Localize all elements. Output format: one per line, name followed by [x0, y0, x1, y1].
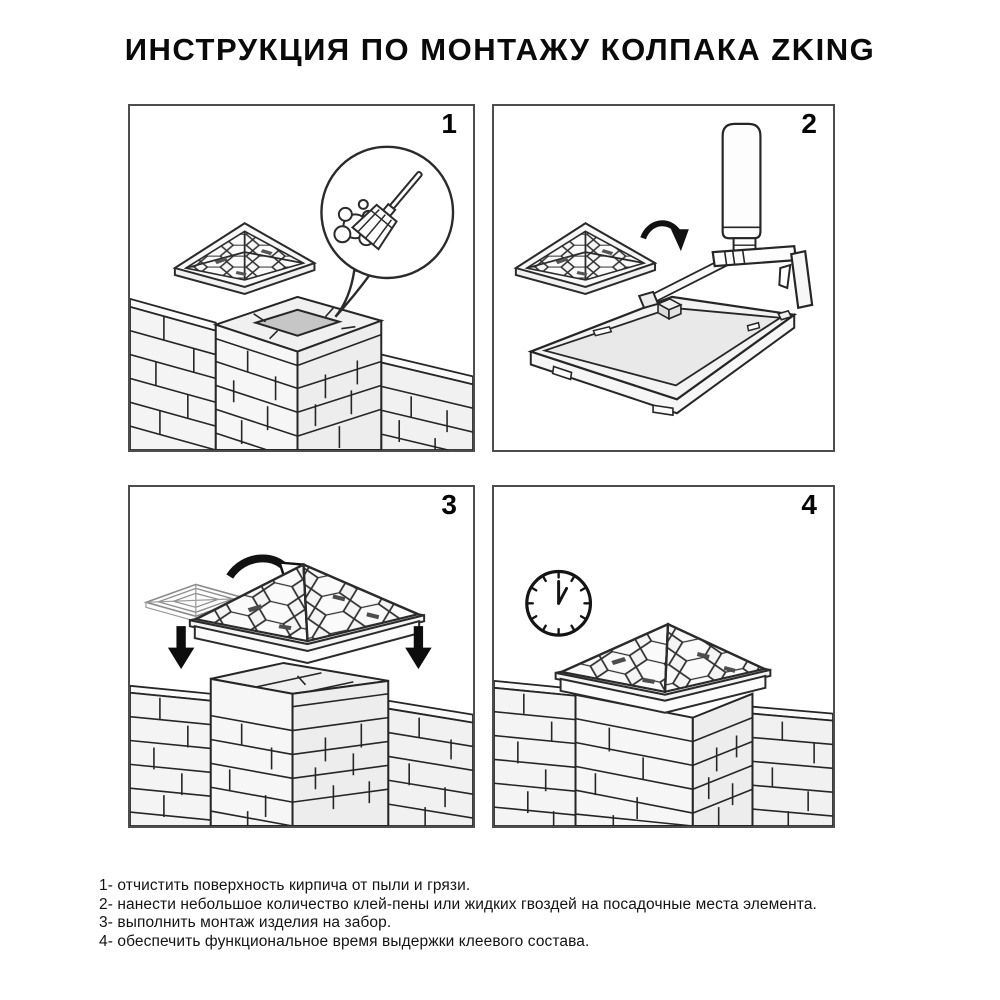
step-number: 1 [441, 108, 457, 139]
step-number: 3 [441, 489, 457, 520]
instructions-list [99, 877, 959, 951]
step-number: 4 [801, 489, 817, 520]
step-1-illustration [130, 106, 473, 450]
panel-step-4 [492, 485, 835, 828]
brick-pillar [211, 663, 388, 826]
panel-step-2 [492, 104, 835, 452]
chimney-cap [175, 223, 315, 294]
brick-pillar [216, 297, 382, 450]
page-title: ИНСТРУКЦИЯ ПО МОНТАЖУ КОЛПАКА ZKING [124, 32, 876, 67]
panel-step-3 [128, 485, 475, 828]
step-3-illustration [130, 487, 473, 826]
step-number: 2 [801, 108, 817, 139]
brick-wall [381, 355, 473, 450]
chimney-cap [516, 223, 655, 294]
brick-pillar [576, 694, 753, 826]
chimney-cap [190, 565, 424, 663]
instruction-line: 3- выполнить монтаж изделия на забор. [99, 914, 392, 931]
flip-arrow-icon [643, 223, 689, 251]
clock-icon [527, 572, 591, 636]
step-4-illustration [494, 487, 833, 826]
callout-bubble [321, 147, 453, 317]
panel-step-1 [128, 104, 475, 452]
instruction-line: 4- обеспечить функциональное время выдержки клеевого состава. [99, 932, 590, 950]
down-arrow-icon [168, 626, 194, 669]
foam-gun-icon [639, 124, 812, 308]
brick-wall [130, 299, 216, 450]
step-2-illustration [494, 106, 833, 450]
instruction-line: 1- отчистить поверхность кирпича от пыли и грязи. [99, 877, 471, 894]
instruction-line: 2- нанести небольшое количество клей-пены или жидких гвоздей на посадочные места элемента. [99, 895, 817, 913]
adhesive-tray [531, 297, 794, 415]
